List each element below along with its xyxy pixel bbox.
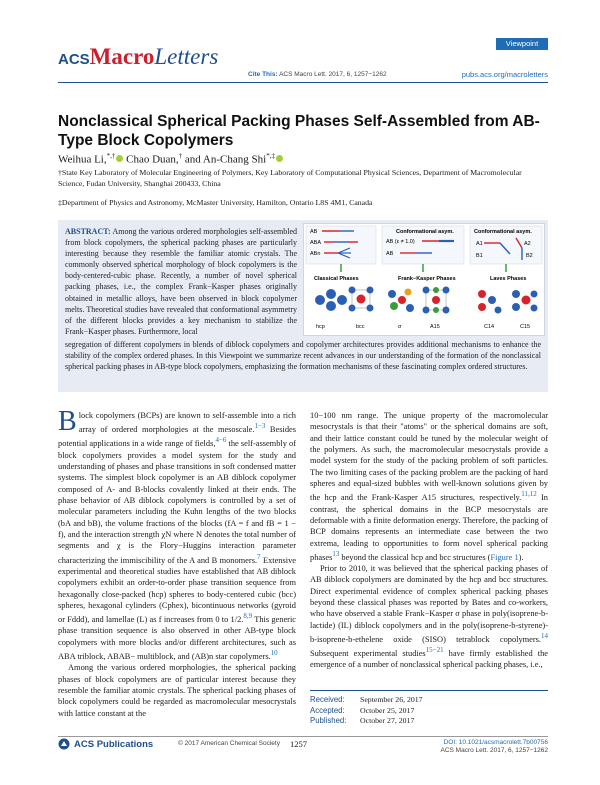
toc-label: B2: [526, 253, 533, 259]
copyright: © 2017 American Chemical Society: [178, 740, 280, 747]
page-number: 1257: [290, 739, 307, 749]
affiliation: †State Key Laboratory of Molecular Engineering of Polymers, Key Laboratory of Computational Physical Sciences, Department of Macromolecular Science, Fudan University, Shanghai 200433, China: [58, 168, 522, 188]
lattice-bcc: [349, 287, 374, 312]
orcid-icon[interactable]: [276, 155, 283, 162]
paragraph: 10−100 nm range. The unique property of the macromolecular mesocrystals is that their "atoms" or the spherical domains are soft, and their lattice constant could be tuned by the molecular weight of the polymers. As such, the macromolecular mesocrystals provide a model system for the study of the packing problem of soft particles. The two limiting cases of the packing problem are the packing of hard spheres and equal-sized bubbles with well-known solutions given by the hcp and the Frank-Kasper A15 structures, respectively.$^{11,12}$ In contrast, the spherical domains in the BCP mesocrystals are deformable with a finite deformation energy. Therefore, the packing of BCP domains represents an intermediate case between the two extrema, leading to opportunities to form novel spherical packing phases$^{13}$ beyond the classical hcp and bcc structures (Figure 1).: [310, 411, 548, 562]
article-title: Nonclassical Spherical Packing Phases Self-Assembled from AB-Type Block Copolymers: [58, 113, 540, 149]
phase-label: bcc: [356, 324, 365, 330]
phase-label: σ: [398, 324, 402, 330]
toc-label: AB: [310, 229, 318, 235]
reference-link[interactable]: 7: [257, 552, 261, 561]
phase-label: C15: [520, 324, 531, 330]
reference-link[interactable]: 15−21: [425, 646, 444, 655]
journal-reference: ACS Macro Lett. 2017, 6, 1257−1262: [440, 747, 548, 754]
toc-label: AB (ε ≠ 1.0): [386, 239, 415, 245]
author-name[interactable]: Weihua Li,: [58, 153, 107, 166]
abstract-text-continued: segregation of different copolymers in blends of diblock copolymers and copolymer architectures provides additional mechanisms to enhance the stability of the complex ordered phases. In this Viewpoint we summarize recent advances in our understanding of the formation of the nonclassical spherical packing phases in AB-type block copolymers, emphasizing the formation mechanisms of these fascinating complex ordered structures.: [65, 340, 541, 372]
reference-link[interactable]: 11,12: [521, 490, 537, 499]
paragraph: Prior to 2010, it was believed that the spherical packing phases of AB diblock copolymers are dominated by the hcp and bcc structures. Direct experimental evidence of complex spherical packing phases beyond these classical phases was reported by Bates and co-workers, who have observed a stable Frank−Kasper σ phase in poly(isoprene-b-lactide) (IL) diblock copolymers and in the poly(isoprene-b-styrene)-b-isoprene-b-ethelene oxide (SISO) tetrablock copolymers.$^{14}$ Subsequent experimental studies$^{15-21}$ have firmly established the emergence of a number of nonclassical spherical packing phases, i.e.,: [310, 564, 548, 670]
toc-label: Laves Phases: [490, 276, 527, 282]
body-column-right: [310, 410, 548, 671]
abstract-text: ABSTRACT: Among the various ordered morphologies self-assembled from block copolymers, the spherical packing phases are particularly interesting because they resemble the familiar atomic crystals. The commonly observed spherical morphology of block copolymers is the body-centered-cubic phase. Recently, a number of novel spherical packing phases, i.e., the complex Frank−Kasper phases originally obtained in metallic alloys, have been observed in block copolymer melts. Theoretical studies have revealed that conformational asymmetry of the different blocks provides a key mechanism to stabilize the Frank−Kasper phases. Furthermore, local: [65, 227, 297, 336]
toc-label: ABn: [310, 251, 321, 257]
toc-label: A2: [524, 241, 531, 247]
author-name[interactable]: and An-Chang Shi: [184, 153, 267, 166]
date-row: Published: October 27, 2017: [310, 716, 415, 725]
figure-link[interactable]: Figure 1: [490, 552, 519, 562]
toc-label: Conformational asym.: [396, 229, 454, 235]
toc-label: ABA: [310, 240, 322, 246]
paragraph: Among the various ordered morphologies, the spherical packing phases of block copolymers are of particular interest because they resemble the familiar atomic crystals. The spherical packing phases of block copolymers could be regarded as macromolecular mesocrystals with lattice constant at the: [58, 663, 296, 718]
author-list: Weihua Li,*,† Chao Duan,† and An-Chang Shi*,‡: [58, 152, 283, 166]
publisher-logo[interactable]: ACS Publications: [58, 738, 153, 750]
publication-dates: [310, 690, 548, 727]
reference-link[interactable]: 13: [332, 549, 340, 558]
author-name[interactable]: Chao Duan,: [126, 153, 179, 166]
affiliation: ‡Department of Physics and Astronomy, McMaster University, Hamilton, Ontario L8S 4M1, Canada: [58, 198, 373, 207]
toc-label: Frank−Kasper Phases: [398, 276, 456, 282]
orcid-icon[interactable]: [116, 155, 123, 162]
citation-line[interactable]: Cite This: ACS Macro Lett. 2017, 6, 1257−1262: [248, 71, 387, 78]
body-column-left: [58, 406, 297, 719]
toc-label: A1: [476, 241, 483, 247]
lattice-hcp: [315, 289, 347, 311]
section-badge: Viewpoint: [496, 38, 548, 50]
journal-header: [58, 38, 548, 78]
acs-publications-icon: [58, 738, 70, 750]
reference-link[interactable]: 14: [541, 632, 548, 641]
phase-label: C14: [484, 324, 495, 330]
toc-figure: [304, 224, 544, 335]
reference-link[interactable]: 10: [270, 649, 278, 658]
date-row: Received: September 26, 2017: [310, 695, 423, 704]
journal-logo[interactable]: ACSMacroLetters: [58, 44, 219, 69]
doi-block: [440, 739, 548, 755]
paragraph: Block copolymers (BCPs) are known to self-assemble into a rich array of ordered morphologies at the mesoscale.$^{1-3}$ Besides potential applications in a wide range of fields,$^{4-6}$ the self-assembly of block copolymers provides a model system for the study and understanding of phases and phase transitions in soft condensed matter systems. The simplest block copolymer is an AB diblock copolymer composed of A- and B-blocks covalently linked at their ends. The phase behavior of AB diblock copolymers is controlled by a set of molecular parameters including the Kuhn lengths of the two blocks (bA and bB), the volume fractions of the blocks (fA = f and fB = 1 − f), and the interaction strength χN where N denotes the total number of segments and χ is the Flory−Huggins interaction parameter characterizing the immiscibility of the A and B monomers.$^7$ Extensive experimental and theoretical studies have established that AB diblock copolymers exhibit an order-to-order phase transition sequence from hexagonally close-packed (hcp) spheres to body-centered cubic (bcc) spheres, hexagonal cylinders (Cphex), bicontinuous networks (gyroid or Fddd), and lamellae (L) as f increases from 0 to 1/2.$^{8,9}$ This generic phase transition sequence is also observed in other AB-type block copolymers with more blocks and/or different architectures, such as ABA triblock, ABAB− multiblock, and (AB)n star copolymers.$^{10}$: [58, 406, 297, 661]
doi-link[interactable]: DOI: 10.1021/acsmacrolett.7b00756: [443, 739, 548, 746]
footer-divider: [58, 736, 548, 737]
toc-label: AB: [386, 251, 394, 257]
reference-link[interactable]: 8,9: [243, 612, 253, 621]
lattice-c14: [478, 290, 502, 314]
drop-cap: B: [58, 406, 77, 437]
lattice-c15: [512, 290, 538, 312]
toc-graphic: [303, 223, 545, 336]
toc-label: Conformational asym.: [474, 229, 532, 235]
journal-url-link[interactable]: pubs.acs.org/macroletters: [461, 70, 548, 79]
toc-label: B1: [476, 253, 483, 259]
lattice-a15: [423, 287, 450, 314]
header-divider: [58, 82, 548, 83]
reference-link[interactable]: 1−3: [254, 422, 266, 431]
phase-label: A15: [430, 324, 440, 330]
date-row: Accepted: October 25, 2017: [310, 705, 415, 715]
phase-label: hcp: [316, 324, 325, 330]
lattice-sigma: [388, 289, 414, 313]
toc-label: Classical Phases: [314, 276, 359, 282]
reference-link[interactable]: 4−6: [215, 436, 227, 445]
